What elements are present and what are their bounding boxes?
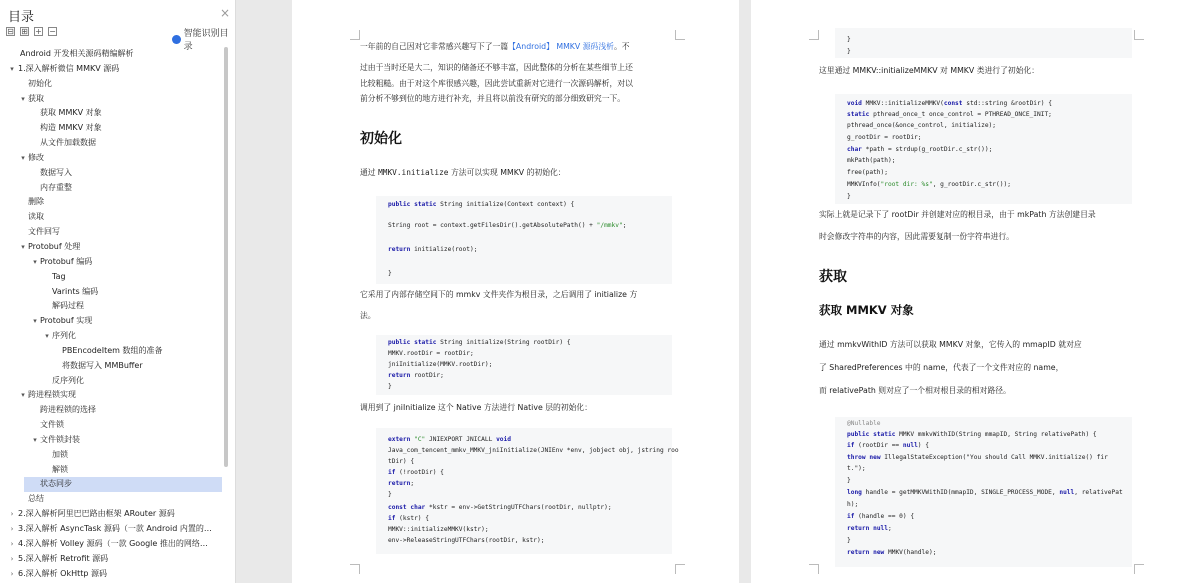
paragraph-here: 这里通过 MMKV::initializeMMKV 对 MMKV 类进行了初始化： [819, 66, 1040, 75]
text: 一年前的自己因对它非常感兴趣写下了一篇 [360, 42, 509, 51]
chevron-down-icon[interactable]: ▾ [10, 64, 14, 73]
toc-item[interactable] [0, 403, 222, 418]
toc-item-label: 跨进程锁实现 [28, 390, 76, 400]
paragraph-line: 通过 mmkvWithID 方法可以获取 MMKV 对象，它传入的 mmapID 就对应 [819, 340, 1082, 349]
toc-item[interactable] [0, 433, 222, 448]
code-line: char *path = strdup(g_rootDir.c_str()); [847, 146, 993, 153]
code-line: } [847, 477, 851, 484]
chevron-down-icon[interactable]: ▾ [45, 332, 49, 341]
paragraph-intro [360, 41, 630, 53]
toc-item-label: 解码过程 [52, 301, 84, 311]
toc-item[interactable] [0, 225, 222, 240]
toc-item-label: 删除 [28, 197, 44, 207]
text: 通过 [360, 168, 379, 177]
toc-item[interactable] [0, 418, 222, 433]
toc-item[interactable] [0, 299, 222, 314]
crop-mark [1134, 30, 1144, 40]
paragraph-line: 它采用了内部存储空间下的 mmkv 文件夹作为根目录，之后调用了 initialize 方 [360, 290, 638, 299]
code-line: public static MMKV mmkvWithID(String mmapID, String relativePath) { [847, 431, 1097, 438]
toc-item[interactable] [0, 47, 222, 62]
chevron-down-icon[interactable]: ▾ [33, 317, 37, 326]
toc-item[interactable] [0, 166, 222, 181]
chevron-down-icon[interactable]: ▾ [21, 391, 25, 400]
heading-init: 初始化 [360, 131, 402, 147]
code-line: if (kstr) { [388, 515, 429, 522]
ai-icon [172, 35, 181, 44]
code-line: return initialize(root); [388, 246, 478, 253]
paragraph-line: 法。 [360, 311, 376, 320]
code-line: return rootDir; [388, 372, 444, 379]
toc-item[interactable] [0, 463, 222, 478]
crop-mark [350, 30, 360, 40]
toc-item[interactable] [0, 522, 222, 537]
code-line: } [847, 48, 851, 55]
toc-item[interactable] [0, 537, 222, 552]
toc-item-label: 修改 [28, 152, 44, 162]
remove-heading-icon[interactable]: − [49, 27, 56, 36]
toc-item-label: 加锁 [52, 449, 68, 459]
toc-item-label: Protobuf 实现 [40, 316, 93, 326]
toc-item[interactable] [0, 507, 222, 522]
toc-item[interactable] [0, 151, 222, 166]
code-line: if (handle == 0) { [847, 513, 915, 520]
toc-item[interactable] [0, 181, 222, 196]
inline-code: MMKV.initialize [378, 168, 449, 177]
toc-item-label: 读取 [28, 212, 44, 222]
code-line: const char *kstr = env->GetStringUTFChars(rootDir, nullptr); [388, 504, 612, 511]
chevron-right-icon[interactable]: › [10, 539, 14, 548]
toc-item-label: 文件锁封装 [40, 434, 80, 444]
code-line: tDir) { [388, 458, 415, 465]
toc-title: 目录 [8, 10, 35, 25]
toc-item-label: 文件锁 [40, 420, 64, 430]
toc-sidebar [0, 0, 236, 583]
code-block-4 [835, 94, 1132, 204]
crop-mark [675, 564, 685, 574]
code-block-3 [376, 428, 679, 554]
code-line: free(path); [847, 169, 888, 176]
toc-item-label: 文件回写 [28, 227, 60, 237]
code-line: g_rootDir = rootDir; [847, 134, 922, 141]
toc-item[interactable] [0, 270, 222, 285]
toc-item-label: 构造 MMKV 对象 [40, 123, 102, 133]
chevron-down-icon[interactable]: ▾ [33, 435, 37, 444]
toc-item-label: 2.深入解析阿里巴巴路由框架 ARouter 源码 [18, 509, 175, 519]
code-line: String root = context.getFilesDir().getAbsolutePath() + "/mmkv"; [388, 222, 627, 229]
add-heading-icon[interactable]: + [35, 27, 42, 36]
paragraph-line: 比较粗糙。由于对这个库很感兴趣，因此尝试重新对它进行一次源码解析，对以 [360, 79, 633, 88]
toc-item-label: Protobuf 编码 [40, 256, 93, 266]
code-line: mkPath(path); [847, 157, 896, 164]
toc-item[interactable] [0, 121, 222, 136]
toc-item-label: 从文件加载数据 [40, 138, 96, 148]
toc-item-label: 6.深入解析 OkHttp 源码 [18, 568, 108, 578]
toc-item[interactable] [0, 240, 222, 255]
document-page-1 [292, 0, 739, 583]
toc-item-label: Tag [52, 271, 66, 281]
toc-item-label: 总结 [28, 494, 44, 504]
toc-item-label: Android 开发相关源码精编解析 [20, 49, 134, 58]
toc-item[interactable] [0, 195, 222, 210]
chevron-down-icon[interactable]: ▾ [21, 242, 25, 251]
toc-item-label: Protobuf 处理 [28, 241, 81, 251]
code-block-5 [835, 417, 1132, 567]
code-line: } [388, 270, 392, 277]
toc-item-label: 获取 MMKV 对象 [40, 108, 102, 118]
code-line: jniInitialize(MMKV.rootDir); [388, 361, 493, 368]
text: 方法可以实现 MMKV 的初始化： [448, 168, 566, 177]
toc-item[interactable] [0, 344, 222, 359]
toc-item-label: 3.深入解析 AsyncTask 源码（一款 Android 内置的… [18, 524, 212, 533]
toc-item-label: 将数据写入 MMBuffer [62, 360, 143, 370]
chevron-down-icon[interactable]: ▾ [21, 94, 25, 103]
toc-item[interactable] [0, 210, 222, 225]
paragraph-line: 前分析不够到位的地方进行补充，并且将以前没有研究的部分细致研究一下。 [360, 94, 626, 103]
paragraph-line: 而 relativePath 则对应了一个相对根目录的相对路径。 [819, 386, 1011, 395]
toc-item-label: 5.深入解析 Retrofit 源码 [18, 553, 109, 563]
toc-item-label: 获取 [28, 93, 44, 103]
code-line: @Nullable [847, 420, 881, 427]
paragraph-line: 了 SharedPreferences 中的 name，代表了一个文件对应的 name， [819, 363, 1064, 372]
code-line: } [847, 36, 851, 43]
toc-item[interactable] [0, 359, 222, 374]
toc-item[interactable] [0, 92, 222, 107]
chevron-right-icon[interactable]: › [10, 554, 14, 563]
close-icon[interactable]: × [220, 6, 231, 20]
toc-item-label: 序列化 [52, 331, 76, 341]
toc-item-label: 数据写入 [40, 167, 72, 177]
toc-item-label: 状态同步 [40, 479, 72, 489]
code-line: if (rootDir == null) { [847, 442, 929, 449]
toc-item-label: Varints 编码 [52, 286, 99, 296]
crop-mark [675, 30, 685, 40]
toc-item-label: 解锁 [52, 464, 68, 474]
toc-item[interactable] [0, 77, 222, 92]
toc-item[interactable] [0, 567, 222, 582]
expand-all-icon[interactable]: ⊞ [21, 27, 28, 36]
toc-item[interactable] [0, 388, 222, 403]
toc-list [0, 47, 222, 581]
code-line: MMKVInfo("root dir: %s", g_rootDir.c_str()); [847, 181, 1011, 188]
chevron-right-icon[interactable]: › [10, 525, 14, 533]
code-line: extern "C" JNIEXPORT JNICALL void [388, 436, 511, 443]
code-line: } [388, 383, 392, 390]
code-line: void MMKV::initializeMMKV(const std::string &rootDir) { [847, 100, 1052, 107]
paragraph-line: 实际上就是记录下了 rootDir 并创建对应的根目录，由于 mkPath 方法创建目录 [819, 210, 1096, 219]
toc-item[interactable] [0, 255, 222, 270]
code-block-top [835, 28, 1132, 58]
toc-item-label: 初始化 [28, 78, 52, 88]
code-line: long handle = getMMKVWithID(mmapID, SINGLE_PROCESS_MODE, null, relativePat [847, 489, 1123, 496]
toc-scrollbar[interactable] [224, 47, 228, 467]
code-line: return new MMKV(handle); [847, 549, 937, 556]
code-line: return; [388, 480, 415, 487]
code-line: throw new IllegalStateException("You should Call MMKV.initialize() fir [847, 454, 1108, 461]
toc-item[interactable] [0, 62, 222, 77]
article-link[interactable]: 【Android】 MMKV 源码浅析 [508, 42, 614, 51]
code-line: } [847, 193, 851, 200]
code-line: env->ReleaseStringUTFChars(rootDir, kstr); [388, 537, 545, 544]
chevron-down-icon[interactable]: ▾ [33, 257, 37, 266]
toc-item-label: 反序列化 [52, 375, 84, 385]
toc-item[interactable] [0, 285, 222, 300]
crop-mark [350, 564, 360, 574]
code-line: if (!rootDir) { [388, 469, 444, 476]
smart-toc-label: 智能识别目录 [183, 29, 229, 52]
crop-mark [809, 30, 819, 40]
toc-item[interactable] [0, 374, 222, 389]
toc-item[interactable] [0, 552, 222, 567]
paragraph-line: 时会修改字符串的内容，因此需要复制一份字符串进行。 [819, 232, 1014, 241]
code-line: MMKV.rootDir = rootDir; [388, 350, 474, 357]
toc-item[interactable] [24, 477, 222, 492]
paragraph-native: 调用到了 jniInitialize 这个 Native 方法进行 Native 层的初始化： [360, 403, 593, 412]
code-block-2 [376, 335, 672, 395]
toc-item[interactable] [0, 448, 222, 463]
chevron-down-icon[interactable]: ▾ [21, 153, 25, 162]
toc-item-label: 1.深入解析微信 MMKV 源码 [18, 63, 120, 73]
text: 。不 [613, 42, 630, 51]
heading-get: 获取 [819, 269, 847, 285]
code-line: t."); [847, 465, 866, 472]
chevron-right-icon[interactable]: › [10, 510, 14, 519]
toc-item-label: PBEncodeItem 数组的准备 [62, 345, 163, 355]
toc-item[interactable] [0, 329, 222, 344]
paragraph-init [360, 167, 566, 179]
code-line: h); [847, 501, 859, 508]
code-line: pthread_once(&once_control, initialize); [847, 122, 997, 129]
toc-item[interactable] [0, 492, 222, 507]
code-line: } [847, 537, 851, 544]
code-line: MMKV::initializeMMKV(kstr); [388, 526, 489, 533]
heading-get-mmkv: 获取 MMKV 对象 [819, 303, 914, 317]
crop-mark [1134, 564, 1144, 574]
toc-item[interactable] [0, 314, 222, 329]
paragraph-line: 过由于当时还是大二，知识的储备还不够丰富，因此整体的分析在某些细节上还 [360, 63, 633, 72]
collapse-all-icon[interactable]: ⊟ [7, 27, 14, 36]
chevron-right-icon[interactable]: › [10, 569, 14, 578]
toc-toolbar [6, 27, 57, 36]
code-line: Java_com_tencent_mmkv_MMKV_jniInitialize(JNIEnv *env, jobject obj, jstring roo [388, 447, 679, 454]
toc-item[interactable] [0, 136, 222, 151]
document-page-2 [751, 0, 1200, 583]
code-line: static pthread_once_t once_control = PTHREAD_ONCE_INIT; [847, 111, 1052, 118]
toc-item[interactable] [0, 106, 222, 121]
code-line: public static String initialize(String rootDir) { [388, 339, 571, 346]
crop-mark [809, 564, 819, 574]
toc-item-label: 4.深入解析 Volley 源码（一款 Google 推出的网络… [18, 538, 208, 548]
toc-item-label: 跨进程锁的选择 [40, 405, 96, 415]
code-line: return null; [847, 525, 892, 532]
code-line: } [388, 491, 392, 498]
code-block-1 [376, 196, 672, 284]
code-line: public static String initialize(Context context) { [388, 201, 575, 208]
toc-item-label: 内存重整 [40, 182, 72, 192]
